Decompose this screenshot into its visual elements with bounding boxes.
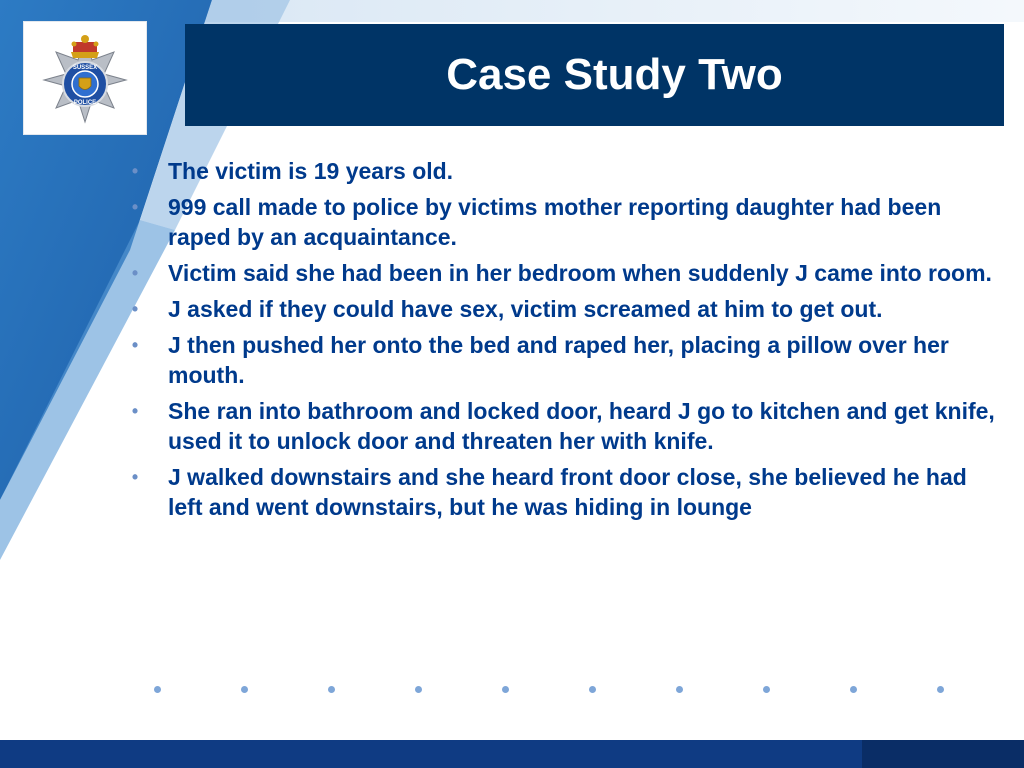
bullet-item — [128, 462, 1000, 522]
decorative-dot — [589, 686, 596, 693]
decorative-dot — [937, 686, 944, 693]
bullet-item — [128, 396, 1000, 456]
bullet-item — [128, 294, 1000, 324]
bullet-item — [128, 258, 1000, 288]
bullet-text: She ran into bathroom and locked door, heard J go to kitchen and get knife, used it to unlock door and threaten her with knife. — [168, 398, 995, 454]
bullet-marker: • — [131, 335, 139, 355]
decorative-dot — [676, 686, 683, 693]
bullet-marker: • — [131, 401, 139, 421]
bullet-item — [128, 156, 1000, 186]
bullet-text: J then pushed her onto the bed and raped her, placing a pillow over her mouth. — [168, 332, 949, 388]
decorative-dot — [763, 686, 770, 693]
decorative-dot — [502, 686, 509, 693]
decorative-dot — [241, 686, 248, 693]
bullet-marker: • — [131, 197, 139, 217]
bullet-text: J walked downstairs and she heard front door close, she believed he had left and went downstairs, but he was hiding in lounge — [168, 464, 967, 520]
decorative-dot — [328, 686, 335, 693]
police-badge-icon — [24, 22, 146, 134]
bullet-marker: • — [131, 263, 139, 283]
decorative-dot — [850, 686, 857, 693]
bullet-text: 999 call made to police by victims mother reporting daughter had been raped by an acquaintance. — [168, 194, 942, 250]
bullet-list — [128, 156, 1000, 528]
decorative-dot-row — [154, 686, 944, 700]
bullet-text: The victim is 19 years old. — [168, 158, 454, 184]
bullet-text: J asked if they could have sex, victim screamed at him to get out. — [168, 296, 883, 322]
title-bar — [185, 24, 1004, 126]
slide-title: Case Study Two — [446, 50, 783, 99]
bullet-marker: • — [131, 299, 139, 319]
logo-container — [24, 22, 146, 134]
ring-text-top: SUSSEX — [72, 65, 98, 71]
bullet-marker: • — [131, 161, 139, 181]
bullet-item — [128, 192, 1000, 252]
bullet-item — [128, 330, 1000, 390]
ring-text-bottom: POLICE — [73, 100, 97, 106]
decorative-dot — [154, 686, 161, 693]
bullet-marker: • — [131, 467, 139, 487]
footer-accent-block — [862, 740, 1024, 768]
decorative-dot — [415, 686, 422, 693]
bullet-text: Victim said she had been in her bedroom when suddenly J came into room. — [168, 260, 992, 286]
